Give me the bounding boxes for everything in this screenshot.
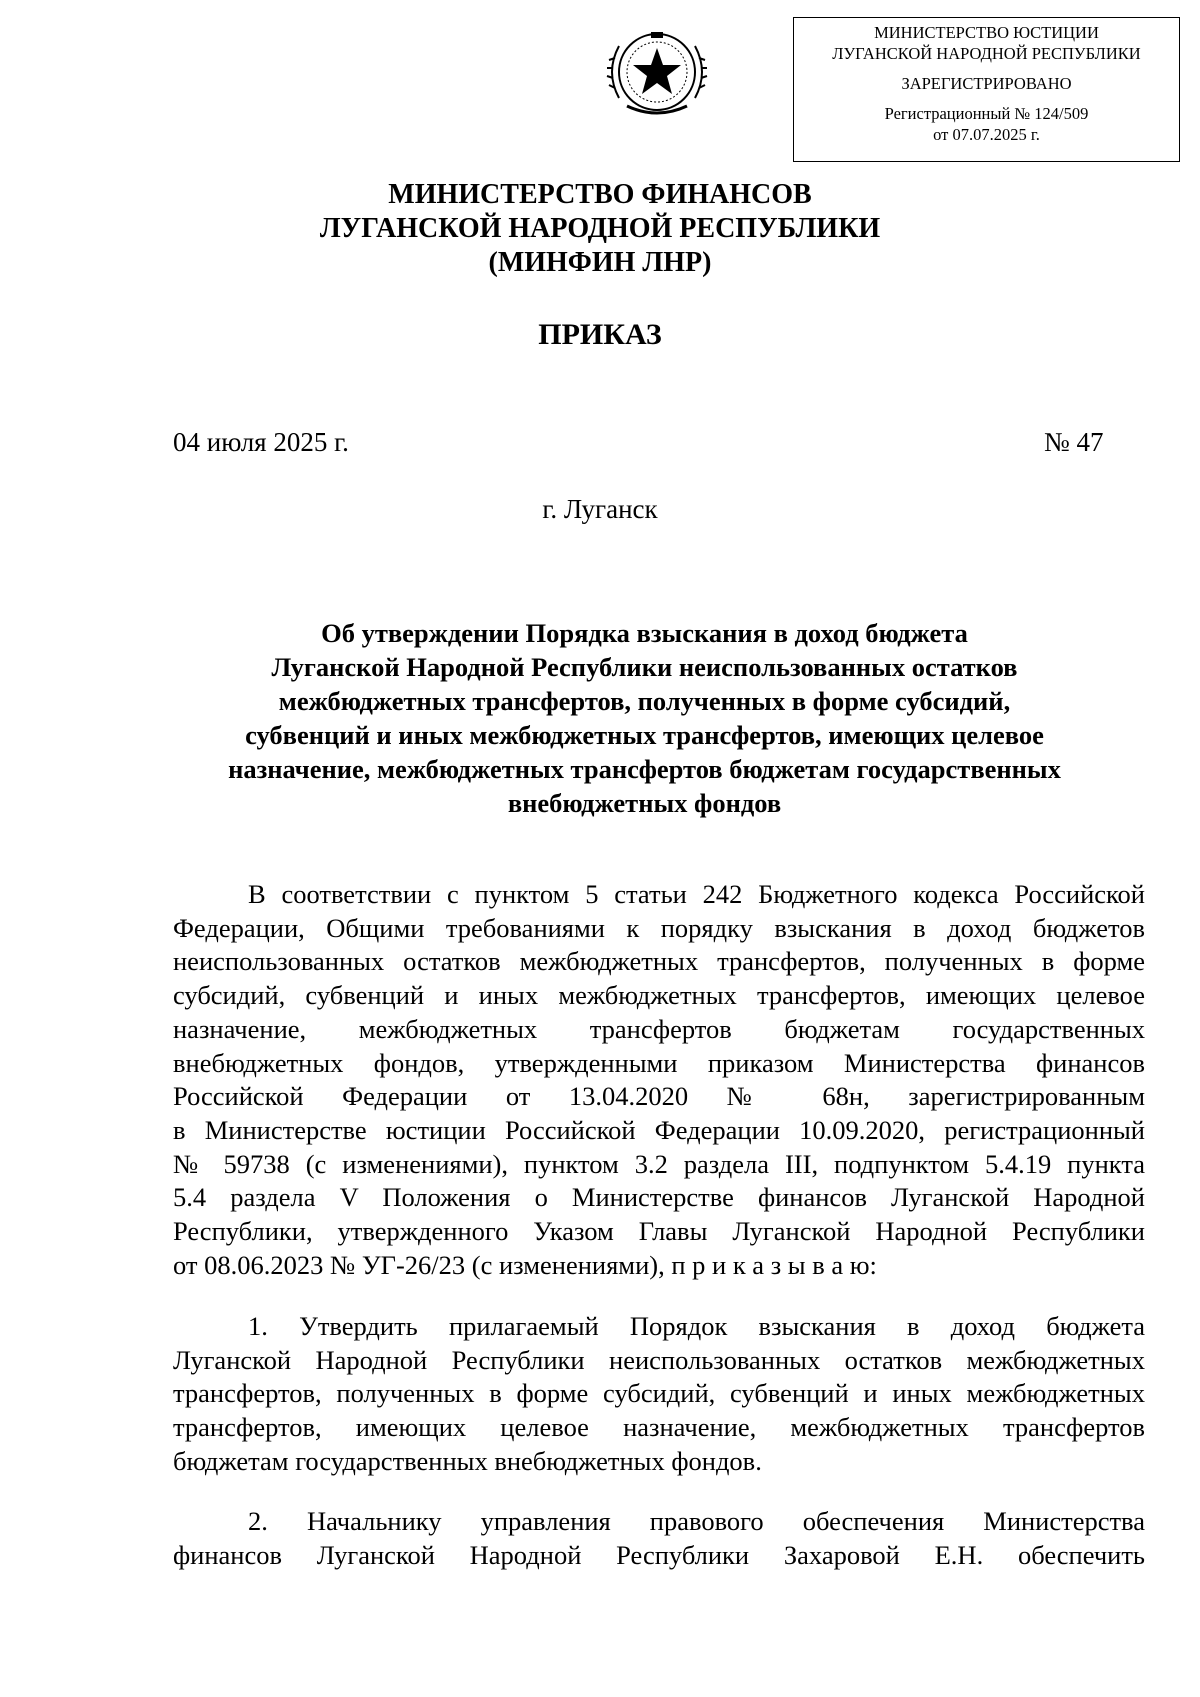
text-line: внебюджетных фондов, утвержденными приказом Министерства финансов (173, 1047, 1145, 1078)
text-line: 1. Утвердить прилагаемый Порядок взыскания в доход бюджета (248, 1311, 1145, 1341)
org-line-1: МИНИСТЕРСТВО ФИНАНСОВ (388, 179, 812, 210)
subject-line: межбюджетных трансфертов, полученных в форме субсидий, (278, 686, 1011, 716)
subject-line: внебюджетных фондов (507, 788, 782, 818)
coat-of-arms-emblem (597, 28, 717, 120)
text-line: Луганской Народной Республики неиспользованных остатков межбюджетных (173, 1344, 1145, 1375)
order-date: 04 июля 2025 г. (173, 427, 349, 457)
text-line: 5.4 раздела V Положения о Министерстве финансов Луганской Народной (173, 1182, 1145, 1213)
stamp-ministry-line: МИНИСТЕРСТВО ЮСТИЦИИ (874, 23, 1099, 42)
order-number: № 47 (1044, 427, 1104, 457)
organization-name (0, 178, 1200, 280)
order-subject (173, 616, 1116, 820)
text-line: назначение, межбюджетных трансфертов бюджетам государственных (173, 1013, 1145, 1044)
stamp-republic-line: ЛУГАНСКОЙ НАРОДНОЙ РЕСПУБЛИКИ (832, 44, 1141, 63)
stamp-registered-label: ЗАРЕГИСТРИРОВАНО (901, 74, 1072, 93)
text-line: Российской Федерации от 13.04.2020 № 68н, зарегистрированным (173, 1081, 1145, 1112)
text-line: 2. Начальнику управления правового обеспечения Министерства (248, 1506, 1145, 1536)
stamp-registration-date: от 07.07.2025 г. (933, 125, 1040, 144)
text-line: В соответствии с пунктом 5 статьи 242 Бюджетного кодекса Российской (248, 879, 1145, 909)
text-line: финансов Луганской Народной Республики Захаровой Е.Н. обеспечить (173, 1539, 1145, 1570)
preamble-paragraph (173, 878, 1145, 1282)
subject-line: назначение, межбюджетных трансфертов бюджетам государственных (228, 754, 1061, 784)
order-item-2 (173, 1505, 1145, 1572)
document-type-title: ПРИКАЗ (538, 318, 662, 351)
text-line: неиспользованных остатков межбюджетных трансфертов, полученных в форме (173, 946, 1145, 977)
text-line: № 59738 (с изменениями), пунктом 3.2 раздела III, подпунктом 5.4.19 пункта (173, 1148, 1145, 1179)
text-line: Республики, утвержденного Указом Главы Луганской Народной Республики (173, 1216, 1145, 1247)
order-city: г. Луганск (542, 494, 658, 524)
subject-line: субвенций и иных межбюджетных трансфертов, имеющих целевое (245, 720, 1044, 750)
text-line: в Министерстве юстиции Российской Федерации 10.09.2020, регистрационный (173, 1114, 1145, 1145)
text-line: Федерации, Общими требованиями к порядку взыскания в доход бюджетов (173, 912, 1145, 943)
text-line: бюджетам государственных внебюджетных фондов. (173, 1445, 762, 1476)
stamp-registration-number: Регистрационный № 124/509 (884, 104, 1089, 123)
order-item-1 (173, 1310, 1145, 1479)
text-line: субсидий, субвенций и иных межбюджетных трансфертов, имеющих целевое (173, 980, 1145, 1011)
subject-line: Луганской Народной Республики неиспользованных остатков (271, 652, 1018, 682)
org-line-2: ЛУГАНСКОЙ НАРОДНОЙ РЕСПУБЛИКИ (319, 213, 881, 244)
org-line-3: (МИНФИН ЛНР) (488, 247, 712, 278)
text-line: трансфертов, имеющих целевое назначение, межбюджетных трансфертов (173, 1412, 1145, 1443)
subject-line: Об утверждении Порядка взыскания в доход бюджета (321, 618, 968, 648)
text-line: трансфертов, полученных в форме субсидий, субвенций и иных межбюджетных (173, 1378, 1145, 1409)
registration-stamp (793, 17, 1180, 162)
text-line: от 08.06.2023 № УГ-26/23 (с изменениями), п р и к а з ы в а ю: (173, 1249, 877, 1280)
